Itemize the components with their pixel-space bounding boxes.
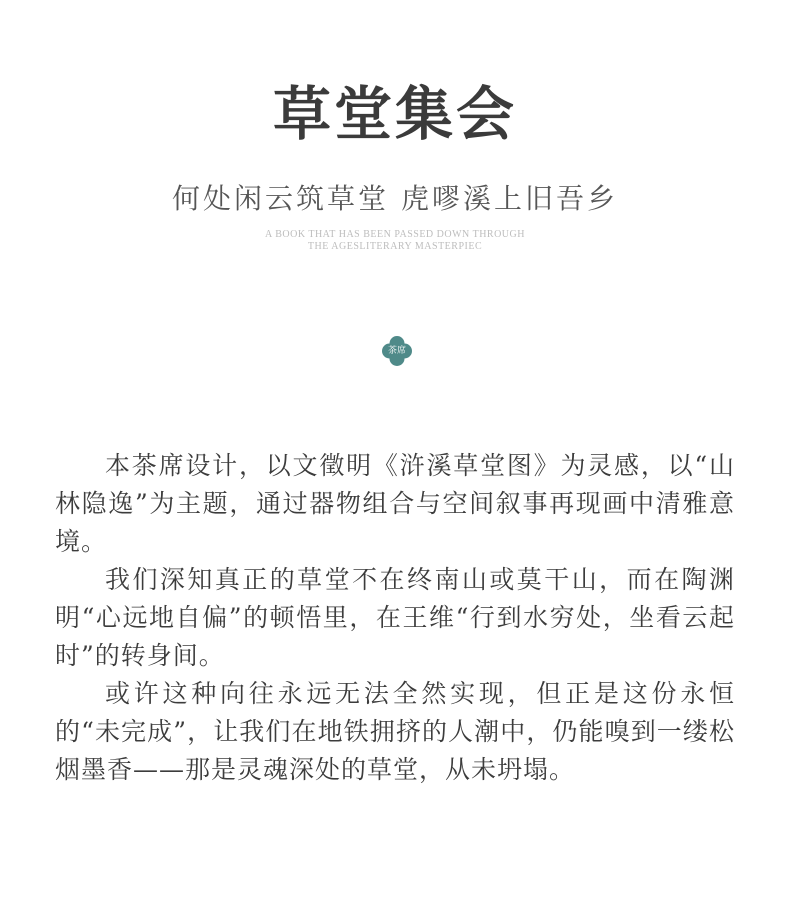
english-tagline-line-1: A BOOK THAT HAS BEEN PASSED DOWN THROUGH bbox=[265, 229, 525, 240]
english-tagline-line-2: THE AGESLITERARY MASTERPIEC bbox=[307, 241, 483, 252]
article-paragraph-3: 或许这种向往永远无法全然实现，但正是这份永恒的“未完成”，让我们在地铁拥挤的人潮中，仍能嗅到一缕松烟墨香——那是灵魂深处的草堂，从未坍塌。 bbox=[55, 679, 735, 784]
page-subtitle: 何处闲云筑草堂 虎嘐溪上旧吾乡 bbox=[172, 182, 618, 215]
page-title: 草堂集会 bbox=[272, 80, 517, 148]
article-paragraph-2: 我们深知真正的草堂不在终南山或莫干山，而在陶渊明“心远地自偏”的顿悟里，在王维“行到水穷处，坐看云起时”的转身间。 bbox=[55, 565, 735, 670]
section-badge-label: 茶席 bbox=[387, 346, 406, 356]
article-body bbox=[55, 447, 735, 789]
section-badge bbox=[380, 334, 414, 368]
article-paragraph-1: 本茶席设计，以文徵明《浒溪草堂图》为灵感，以“山林隐逸”为主题，通过器物组合与空间叙事再现画中清雅意境。 bbox=[55, 451, 735, 556]
